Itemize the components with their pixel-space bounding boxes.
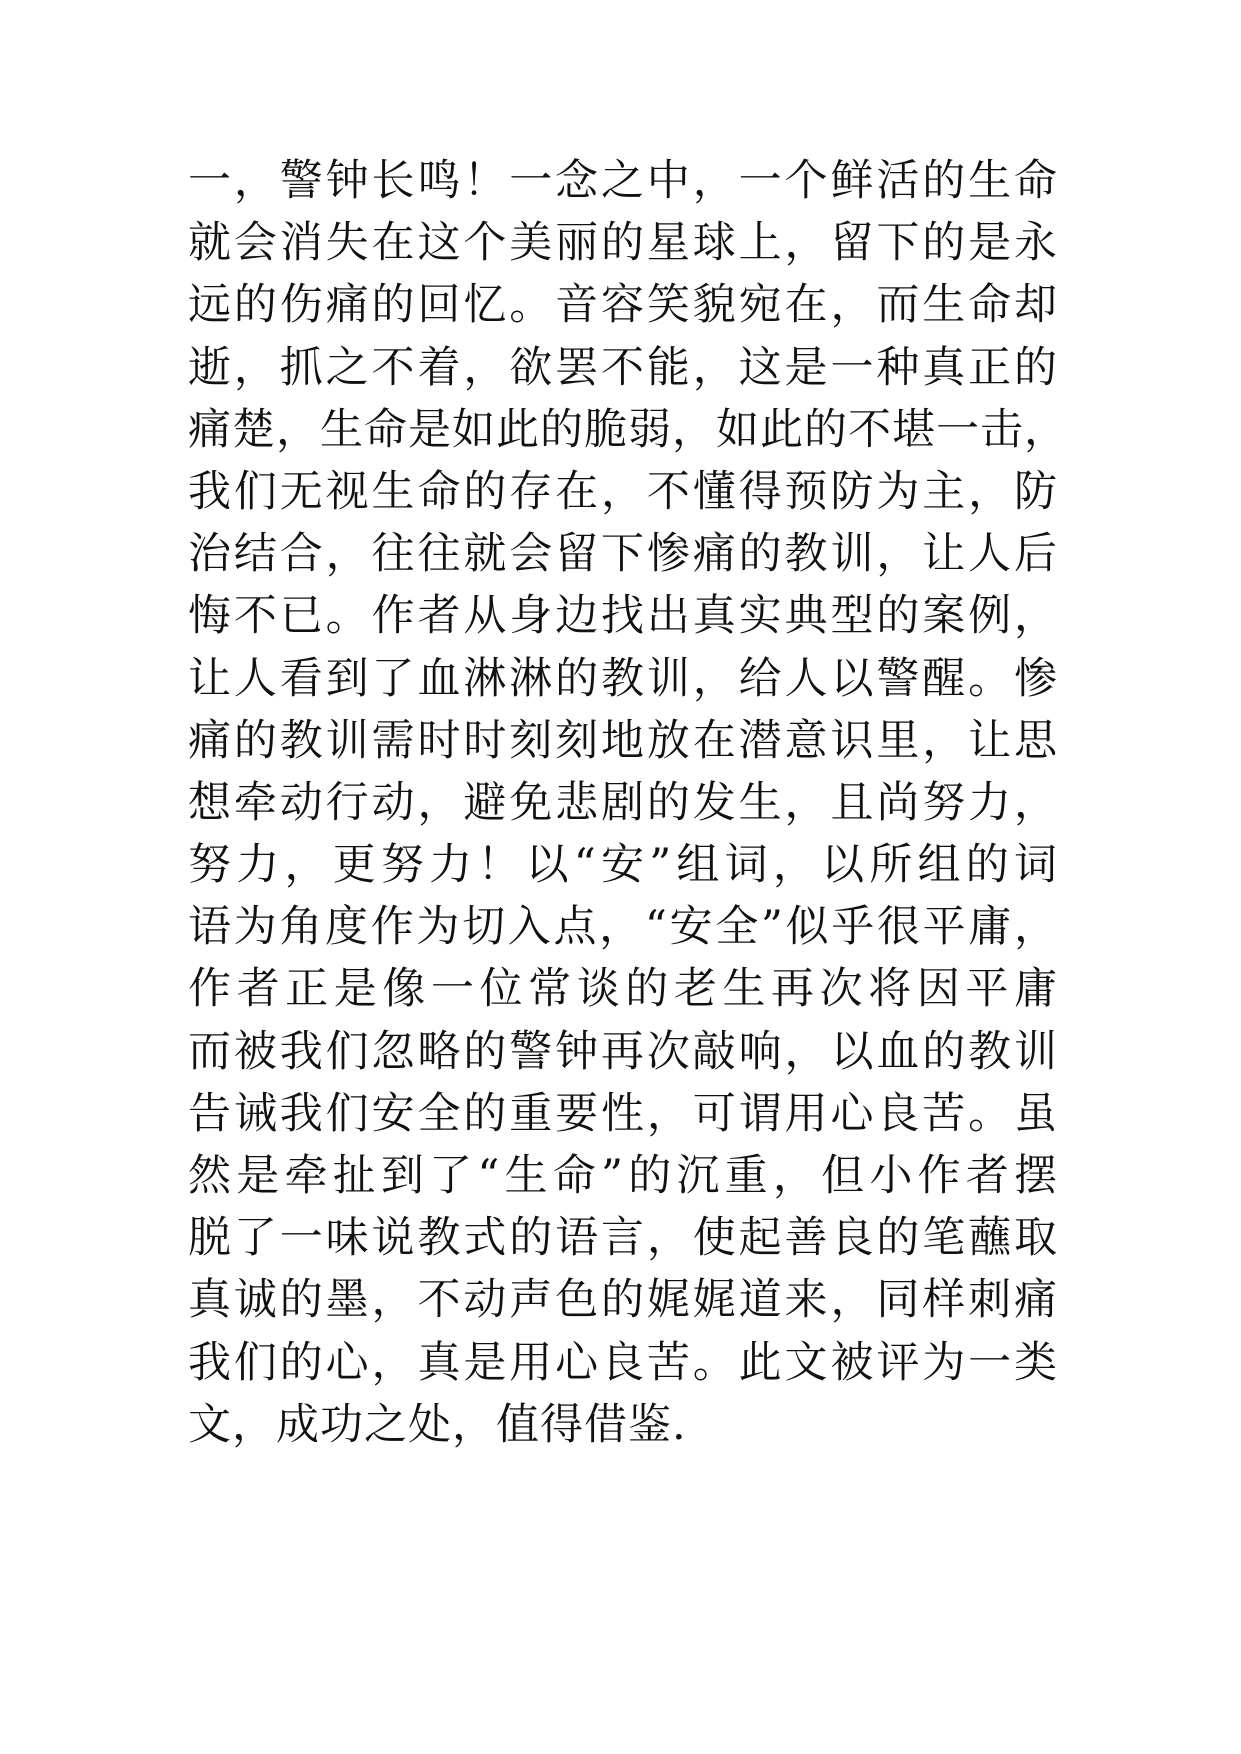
text-line: 告诫我们安全的重要性，可谓用心良苦。虽 (188, 1088, 1058, 1139)
text-line: 真诚的墨，不动声色的娓娓道来，同样刺痛 (188, 1275, 1058, 1326)
text-line-last: 文，成功之处，值得借鉴. (188, 1399, 687, 1450)
text-line: 努力，更努力！以“安”组词，以所组的词 (188, 840, 1058, 891)
text-line: 痛楚，生命是如此的脆弱，如此的不堪一击， (188, 404, 1068, 455)
body-paragraph (188, 150, 1068, 1456)
text-line: 悔不已。作者从身边找出真实典型的案例， (188, 591, 1058, 642)
text-line: 让人看到了血淋淋的教训，给人以警醒。惨 (188, 653, 1058, 704)
text-line: 想牵动行动，避免悲剧的发生，且尚努力， (188, 777, 1058, 828)
text-line: 语为角度作为切入点，“安全”似乎很平庸， (188, 902, 1058, 953)
text-line: 治结合，往往就会留下惨痛的教训，让人后 (188, 529, 1058, 580)
text-line: 远的伤痛的回忆。音容笑貌宛在，而生命却 (188, 280, 1058, 331)
text-line: 逝，抓之不着，欲罢不能，这是一种真正的 (188, 342, 1058, 393)
text-line: 我们无视生命的存在，不懂得预防为主，防 (188, 466, 1058, 517)
text-line: 我们的心，真是用心良苦。此文被评为一类 (188, 1337, 1058, 1388)
text-line: 就会消失在这个美丽的星球上，留下的是永 (188, 218, 1058, 269)
text-line: 作者正是像一位常谈的老生再次将因平庸 (188, 964, 1058, 1015)
text-line: 脱了一味说教式的语言，使起善良的笔蘸取 (188, 1213, 1058, 1264)
text-line: 而被我们忽略的警钟再次敲响，以血的教训 (188, 1026, 1058, 1077)
text-line: 一，警钟长鸣！一念之中，一个鲜活的生命 (188, 156, 1058, 206)
text-line: 然是牵扯到了“生命”的沉重，但小作者摆 (188, 1151, 1058, 1201)
text-line: 痛的教训需时时刻刻地放在潜意识里，让思 (188, 715, 1058, 766)
